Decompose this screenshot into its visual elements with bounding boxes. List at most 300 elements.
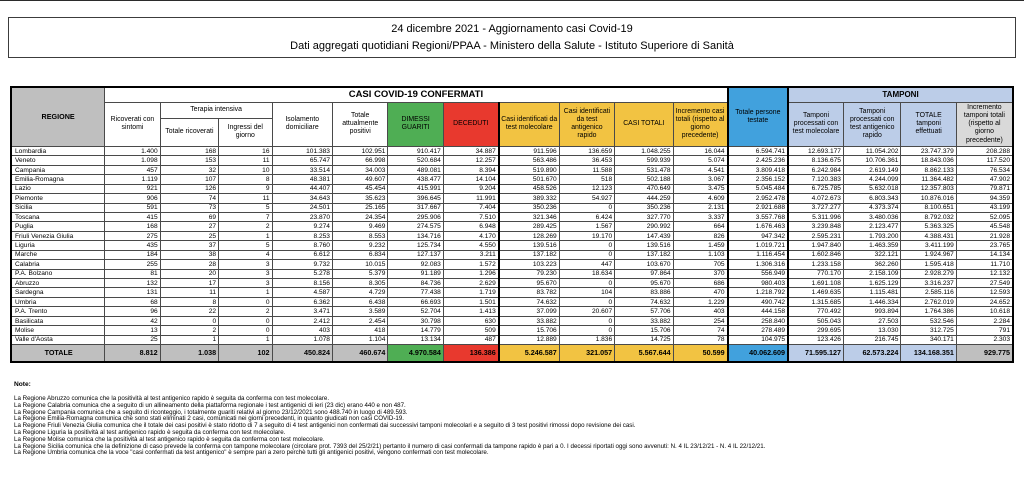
note-line: La Regione Calabria comunica che a seguito di un allineamento della piattaforma regionale i test antigenici di ieri (23 dic) erano 440 e non 487. <box>14 401 406 409</box>
value-cell: 2.131 <box>673 203 728 212</box>
value-cell: 69 <box>160 212 218 221</box>
header-casi-antigenico: Casi identificati da test antigenico rapido <box>559 102 614 146</box>
value-cell: 4.729 <box>332 288 387 297</box>
value-cell: 1 <box>160 335 218 344</box>
value-cell: 95.670 <box>615 279 673 288</box>
value-cell: 289.425 <box>499 222 559 231</box>
value-cell: 9.204 <box>443 184 498 193</box>
value-cell: 66.693 <box>388 297 443 306</box>
value-cell: 350.236 <box>615 203 673 212</box>
value-cell: 83.886 <box>615 288 673 297</box>
value-cell: 14.779 <box>388 326 443 335</box>
value-cell: 5.278 <box>272 269 332 278</box>
value-cell: 4.609 <box>673 194 728 203</box>
value-cell: 686 <box>673 279 728 288</box>
value-cell: 2.303 <box>956 335 1013 344</box>
header-incremento-tamponi: Incremento tamponi totali (rispetto al giorno precedente) <box>956 102 1013 146</box>
note-line: La Regione Abruzzo comunica che la positività al test antigenico rapido è seguita da conferma con test molecolare. <box>14 395 330 402</box>
value-cell: 1.595.418 <box>901 260 956 269</box>
value-cell: 2.629 <box>443 279 498 288</box>
value-cell: 1.098 <box>105 156 160 165</box>
value-cell: 6.948 <box>443 222 498 231</box>
value-cell: 48.381 <box>272 175 332 184</box>
value-cell: 1.306.316 <box>728 260 788 269</box>
region-name: Friuli Venezia Giulia <box>11 231 105 240</box>
value-cell: 91.189 <box>388 269 443 278</box>
value-cell: 438.477 <box>388 175 443 184</box>
value-cell: 1.413 <box>443 307 498 316</box>
total-value-cell: 50.599 <box>673 345 728 362</box>
value-cell: 35.623 <box>332 194 387 203</box>
value-cell: 947.342 <box>728 231 788 240</box>
value-cell: 10.015 <box>332 260 387 269</box>
value-cell: 518 <box>559 175 614 184</box>
note-line: La Regione Molise comunica che la positività al test antigenico rapido è seguita da conferma con test molecolare. <box>14 435 325 443</box>
value-cell: 2.585.116 <box>901 288 956 297</box>
value-cell: 15.706 <box>615 326 673 335</box>
value-cell: 489.081 <box>388 165 443 174</box>
header-dimessi-guariti: DIMESSI GUARITI <box>388 102 443 146</box>
value-cell: 5.311.996 <box>788 212 843 221</box>
value-cell: 92.083 <box>388 260 443 269</box>
value-cell: 3 <box>219 269 272 278</box>
value-cell: 519.890 <box>499 165 559 174</box>
total-value-cell: 71.595.127 <box>788 345 843 362</box>
value-cell: 5.363.325 <box>901 222 956 231</box>
region-row <box>11 326 1013 335</box>
value-cell: 1.793.200 <box>843 231 900 240</box>
region-row <box>11 307 1013 316</box>
value-cell: 2.952.478 <box>728 194 788 203</box>
header-persone-testate: Totale persone testate <box>728 87 788 146</box>
value-cell: 275 <box>105 231 160 240</box>
value-cell: 11.054.202 <box>843 146 900 155</box>
value-cell: 23.765 <box>956 241 1013 250</box>
value-cell: 532.546 <box>901 316 956 325</box>
region-row <box>11 184 1013 193</box>
header-band-tamponi: TAMPONI <box>788 87 1013 102</box>
value-cell: 1.764.386 <box>901 307 956 316</box>
value-cell: 4.072.673 <box>788 194 843 203</box>
value-cell: 321.346 <box>499 212 559 221</box>
value-cell: 77.438 <box>388 288 443 297</box>
notes-label: Note: <box>14 381 31 388</box>
value-cell: 1.719 <box>443 288 498 297</box>
value-cell: 1.567 <box>559 222 614 231</box>
value-cell: 10.618 <box>956 307 1013 316</box>
value-cell: 447 <box>559 260 614 269</box>
value-cell: 0 <box>559 250 614 259</box>
value-cell: 0 <box>559 316 614 325</box>
value-cell: 34.003 <box>332 165 387 174</box>
region-name: Umbria <box>11 297 105 306</box>
value-cell: 457 <box>105 165 160 174</box>
value-cell: 591 <box>105 203 160 212</box>
note-line: La Regione Liguria la positività al test antigenico rapido è seguita da conferma con test molecolare. <box>14 428 286 436</box>
value-cell: 487 <box>443 335 498 344</box>
value-cell: 3.557.768 <box>728 212 788 221</box>
value-cell: 42 <box>105 316 160 325</box>
value-cell: 5.074 <box>673 156 728 165</box>
value-cell: 11 <box>219 194 272 203</box>
value-cell: 10 <box>219 165 272 174</box>
value-cell: 490.742 <box>728 297 788 306</box>
value-cell: 37 <box>160 241 218 250</box>
value-cell: 216.745 <box>843 335 900 344</box>
region-row <box>11 269 1013 278</box>
note-line: La Regione Umbria comunica che la voce "casi confermati da test antigenico" è sempre pari a zero perchè tutti gli antigenici positivi, vengono confermati con test molecolare. <box>14 449 489 457</box>
value-cell: 340.171 <box>901 335 956 344</box>
value-cell: 18.843.036 <box>901 156 956 165</box>
value-cell: 4.244.099 <box>843 175 900 184</box>
value-cell: 396.645 <box>388 194 443 203</box>
value-cell: 1.625.129 <box>843 279 900 288</box>
value-cell: 1.116.454 <box>728 250 788 259</box>
value-cell: 7 <box>219 212 272 221</box>
value-cell: 12.357.803 <box>901 184 956 193</box>
region-name: Toscana <box>11 212 105 221</box>
value-cell: 34.887 <box>443 146 498 155</box>
region-row <box>11 222 1013 231</box>
region-name: Lombardia <box>11 146 105 155</box>
value-cell: 126 <box>160 184 218 193</box>
value-cell: 8.156 <box>272 279 332 288</box>
value-cell: 502.188 <box>615 175 673 184</box>
value-cell: 2.921.688 <box>728 203 788 212</box>
region-row <box>11 165 1013 174</box>
value-cell: 6.438 <box>332 297 387 306</box>
region-name: Sicilia <box>11 203 105 212</box>
value-cell: 104 <box>559 288 614 297</box>
region-row <box>11 316 1013 325</box>
value-cell: 1.296 <box>443 269 498 278</box>
value-cell: 2 <box>219 307 272 316</box>
value-cell: 25 <box>105 335 160 344</box>
value-cell: 102.951 <box>332 146 387 155</box>
value-cell: 418 <box>332 326 387 335</box>
value-cell: 2 <box>160 326 218 335</box>
value-cell: 78 <box>673 335 728 344</box>
value-cell: 3.809.418 <box>728 165 788 174</box>
value-cell: 5.632.018 <box>843 184 900 193</box>
value-cell: 3.475 <box>673 184 728 193</box>
value-cell: 2 <box>219 222 272 231</box>
value-cell: 2.619.149 <box>843 165 900 174</box>
value-cell: 1.119 <box>105 175 160 184</box>
value-cell: 11.710 <box>956 260 1013 269</box>
value-cell: 43.199 <box>956 203 1013 212</box>
value-cell: 370 <box>673 269 728 278</box>
value-cell: 84.736 <box>388 279 443 288</box>
value-cell: 103.670 <box>615 260 673 269</box>
value-cell: 980.403 <box>728 279 788 288</box>
region-row <box>11 279 1013 288</box>
value-cell: 299.695 <box>788 326 843 335</box>
value-cell: 403 <box>673 307 728 316</box>
value-cell: 3 <box>219 260 272 269</box>
value-cell: 2.284 <box>956 316 1013 325</box>
value-cell: 1.602.846 <box>788 250 843 259</box>
value-cell: 993.894 <box>843 307 900 316</box>
value-cell: 458.526 <box>499 184 559 193</box>
value-cell: 20 <box>160 269 218 278</box>
value-cell: 415.991 <box>388 184 443 193</box>
region-name: Lazio <box>11 184 105 193</box>
value-cell: 18.634 <box>559 269 614 278</box>
header-ingressi-giorno: Ingressi del giorno <box>219 118 272 146</box>
value-cell: 599.939 <box>615 156 673 165</box>
value-cell: 258.840 <box>728 316 788 325</box>
value-cell: 16 <box>219 146 272 155</box>
region-name: Valle d'Aosta <box>11 335 105 344</box>
value-cell: 153 <box>160 156 218 165</box>
value-cell: 5.045.484 <box>728 184 788 193</box>
value-cell: 8 <box>219 175 272 184</box>
value-cell: 1.400 <box>105 146 160 155</box>
value-cell: 8.305 <box>332 279 387 288</box>
value-cell: 3.480.036 <box>843 212 900 221</box>
header-sub-row <box>11 102 1013 118</box>
region-row <box>11 241 1013 250</box>
value-cell: 45.454 <box>332 184 387 193</box>
value-cell: 2.412 <box>272 316 332 325</box>
value-cell: 11.588 <box>559 165 614 174</box>
value-cell: 103.223 <box>499 260 559 269</box>
value-cell: 38 <box>160 250 218 259</box>
value-cell: 3.239.848 <box>788 222 843 231</box>
value-cell: 1.924.967 <box>901 250 956 259</box>
total-value-cell: 460.674 <box>332 345 387 362</box>
region-name: Liguria <box>11 241 105 250</box>
value-cell: 1 <box>219 288 272 297</box>
value-cell: 25 <box>160 231 218 240</box>
value-cell: 290.992 <box>615 222 673 231</box>
region-name: Basilicata <box>11 316 105 325</box>
value-cell: 37.099 <box>499 307 559 316</box>
value-cell: 5.379 <box>332 269 387 278</box>
value-cell: 33.882 <box>499 316 559 325</box>
value-cell: 8.100.651 <box>901 203 956 212</box>
covid-data-table <box>10 86 1014 363</box>
value-cell: 563.486 <box>499 156 559 165</box>
value-cell: 8.760 <box>272 241 332 250</box>
value-cell: 123.426 <box>788 335 843 344</box>
value-cell: 104.975 <box>728 335 788 344</box>
region-name: Marche <box>11 250 105 259</box>
value-cell: 1.233.158 <box>788 260 843 269</box>
value-cell: 6.834 <box>332 250 387 259</box>
value-cell: 6.424 <box>559 212 614 221</box>
region-row <box>11 156 1013 165</box>
total-value-cell: 4.970.584 <box>388 345 443 362</box>
region-name: Campania <box>11 165 105 174</box>
region-name: Calabria <box>11 260 105 269</box>
value-cell: 444.158 <box>728 307 788 316</box>
value-cell: 906 <box>105 194 160 203</box>
value-cell: 3.727.277 <box>788 203 843 212</box>
value-cell: 65.747 <box>272 156 332 165</box>
value-cell: 921 <box>105 184 160 193</box>
value-cell: 12.889 <box>499 335 559 344</box>
header-incremento-casi: Incremento casi totali (rispetto al giorno precedente) <box>673 102 728 146</box>
value-cell: 132 <box>105 279 160 288</box>
value-cell: 9.274 <box>272 222 332 231</box>
region-row <box>11 250 1013 259</box>
value-cell: 25.165 <box>332 203 387 212</box>
value-cell: 74.632 <box>499 297 559 306</box>
value-cell: 76.534 <box>956 165 1013 174</box>
value-cell: 13 <box>105 326 160 335</box>
region-name: Abruzzo <box>11 279 105 288</box>
value-cell: 4.587 <box>272 288 332 297</box>
value-cell: 8.862.133 <box>901 165 956 174</box>
header-casi-molecolare: Casi identificati da test molecolare <box>499 102 559 146</box>
value-cell: 20.607 <box>559 307 614 316</box>
value-cell: 9.469 <box>332 222 387 231</box>
header-tamponi-molecolare: Tamponi processati con test molecolare <box>788 102 843 146</box>
region-row <box>11 288 1013 297</box>
value-cell: 791 <box>956 326 1013 335</box>
region-name: Sardegna <box>11 288 105 297</box>
value-cell: 137.182 <box>499 250 559 259</box>
value-cell: 137.182 <box>615 250 673 259</box>
value-cell: 11.991 <box>443 194 498 203</box>
value-cell: 139.516 <box>615 241 673 250</box>
region-name: P.A. Bolzano <box>11 269 105 278</box>
region-name: Piemonte <box>11 194 105 203</box>
value-cell: 0 <box>559 297 614 306</box>
value-cell: 208.288 <box>956 146 1013 155</box>
value-cell: 13.134 <box>388 335 443 344</box>
value-cell: 1.446.334 <box>843 297 900 306</box>
value-cell: 17 <box>160 279 218 288</box>
value-cell: 9.232 <box>332 241 387 250</box>
value-cell: 27 <box>160 222 218 231</box>
value-cell: 6.612 <box>272 250 332 259</box>
region-row <box>11 335 1013 344</box>
value-cell: 1.115.481 <box>843 288 900 297</box>
value-cell: 6.594.741 <box>728 146 788 155</box>
value-cell: 3.589 <box>332 307 387 316</box>
note-line: La Regione Emilia-Romagna comunica che sono stati eliminati 2 casi, comunicati nei giorni precedenti, in quanto giudicati non casi COVID-19. <box>14 415 405 423</box>
value-cell: 12.132 <box>956 269 1013 278</box>
value-cell: 3.316.237 <box>901 279 956 288</box>
value-cell: 2.595.231 <box>788 231 843 240</box>
value-cell: 28 <box>160 260 218 269</box>
value-cell: 79.871 <box>956 184 1013 193</box>
header-ricoverati: Ricoverati con sintomi <box>105 102 160 146</box>
value-cell: 0 <box>559 326 614 335</box>
note-line: La Regione Sicilia comunica che la definizione di caso prevede la conferma con tampone molecolare (circolare prot. 7393 del 25/2/21) pertanto il numero di casi confermati da tampone rapido è pari a 0. I decessi riportati oggi sono avvenuti: N. 4 IL 23/12/21 - N. 4 IL 22/12/21. <box>14 442 766 450</box>
report-subtitle: Dati aggregati quotidiani Regioni/PPAA - Ministero della Salute - Istituto Superiore di Sanità <box>290 40 734 52</box>
value-cell: 24.652 <box>956 297 1013 306</box>
value-cell: 1.463.359 <box>843 241 900 250</box>
total-value-cell: 450.824 <box>272 345 332 362</box>
value-cell: 79.230 <box>499 269 559 278</box>
value-cell: 2.425.236 <box>728 156 788 165</box>
value-cell: 10.706.361 <box>843 156 900 165</box>
value-cell: 556.949 <box>728 269 788 278</box>
header-tamponi-antigenico: Tamponi processati con test antigenico rapido <box>843 102 900 146</box>
value-cell: 12.593 <box>956 288 1013 297</box>
header-attualmente-positivi: Totale attualmente positivi <box>332 102 387 146</box>
value-cell: 13.030 <box>843 326 900 335</box>
value-cell: 7.404 <box>443 203 498 212</box>
value-cell: 826 <box>673 231 728 240</box>
value-cell: 470 <box>673 288 728 297</box>
value-cell: 27.549 <box>956 279 1013 288</box>
value-cell: 1.459 <box>673 241 728 250</box>
value-cell: 910.417 <box>388 146 443 155</box>
value-cell: 21.928 <box>956 231 1013 240</box>
value-cell: 12.693.177 <box>788 146 843 155</box>
header-regione: REGIONE <box>11 87 105 146</box>
value-cell: 2.158.109 <box>843 269 900 278</box>
value-cell: 117.520 <box>956 156 1013 165</box>
value-cell: 470.649 <box>615 184 673 193</box>
value-cell: 97.864 <box>615 269 673 278</box>
value-cell: 15.706 <box>499 326 559 335</box>
value-cell: 630 <box>443 316 498 325</box>
value-cell: 23.870 <box>272 212 332 221</box>
value-cell: 1.836 <box>559 335 614 344</box>
value-cell: 6.725.785 <box>788 184 843 193</box>
value-cell: 11.364.482 <box>901 175 956 184</box>
value-cell: 8 <box>160 297 218 306</box>
header-deceduti: DECEDUTI <box>443 102 498 146</box>
value-cell: 403 <box>272 326 332 335</box>
value-cell: 168 <box>105 222 160 231</box>
value-cell: 444.259 <box>615 194 673 203</box>
value-cell: 6.362 <box>272 297 332 306</box>
value-cell: 101.383 <box>272 146 332 155</box>
value-cell: 362.260 <box>843 260 900 269</box>
value-cell: 6.803.343 <box>843 194 900 203</box>
value-cell: 52.095 <box>956 212 1013 221</box>
value-cell: 1.019.721 <box>728 241 788 250</box>
value-cell: 5 <box>219 241 272 250</box>
value-cell: 1.103 <box>673 250 728 259</box>
region-name: Emilia-Romagna <box>11 175 105 184</box>
value-cell: 19.170 <box>559 231 614 240</box>
value-cell: 44.407 <box>272 184 332 193</box>
value-cell: 1.691.108 <box>788 279 843 288</box>
value-cell: 1.947.840 <box>788 241 843 250</box>
value-cell: 74.632 <box>615 297 673 306</box>
value-cell: 435 <box>105 241 160 250</box>
value-cell: 327.770 <box>615 212 673 221</box>
value-cell: 147.439 <box>615 231 673 240</box>
value-cell: 94.359 <box>956 194 1013 203</box>
total-value-cell: 40.062.609 <box>728 345 788 362</box>
value-cell: 1.048.255 <box>615 146 673 155</box>
value-cell: 14.134 <box>956 250 1013 259</box>
value-cell: 4.170 <box>443 231 498 240</box>
value-cell: 81 <box>105 269 160 278</box>
value-cell: 107 <box>160 175 218 184</box>
region-row <box>11 146 1013 155</box>
value-cell: 49.607 <box>332 175 387 184</box>
region-name: P.A. Trento <box>11 307 105 316</box>
header-band-casi-confermati: CASI COVID-19 CONFERMATI <box>105 87 728 102</box>
value-cell: 10.876.016 <box>901 194 956 203</box>
region-row <box>11 203 1013 212</box>
value-cell: 16.044 <box>673 146 728 155</box>
value-cell: 96 <box>105 307 160 316</box>
value-cell: 350.236 <box>499 203 559 212</box>
value-cell: 3 <box>219 279 272 288</box>
value-cell: 770.170 <box>788 269 843 278</box>
